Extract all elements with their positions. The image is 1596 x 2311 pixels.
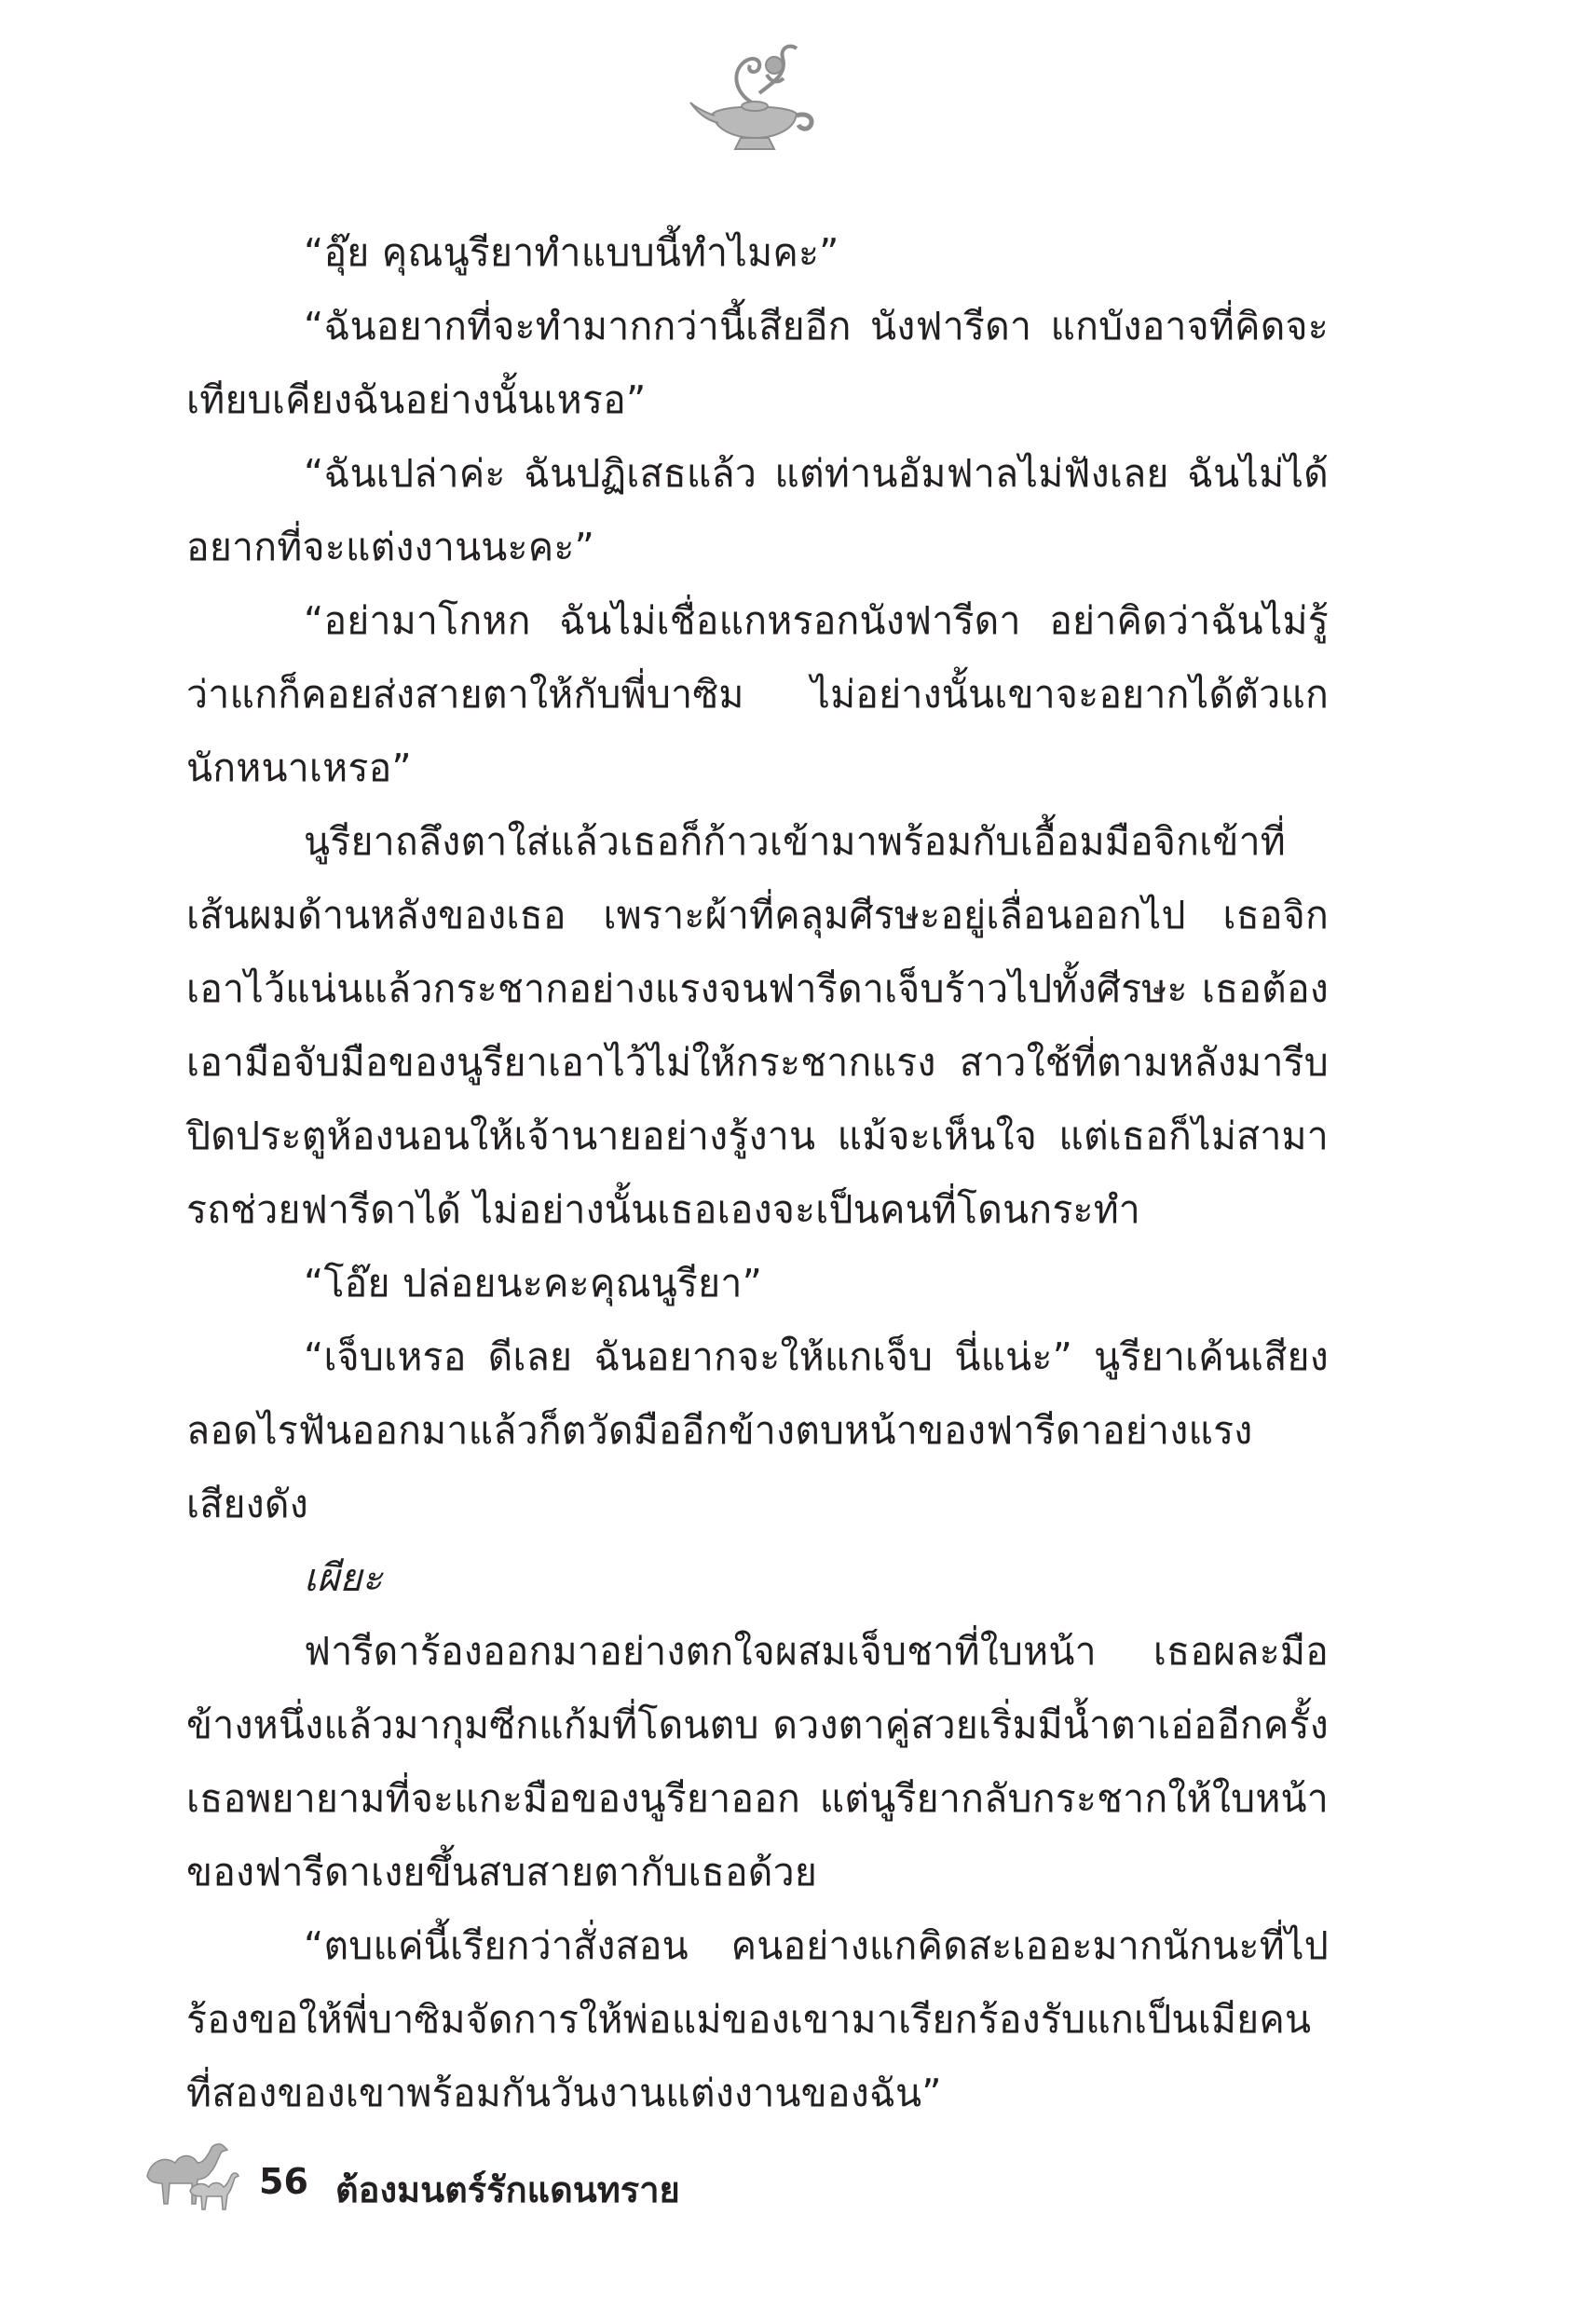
page-body (186, 216, 1329, 2130)
sound-effect: เผียะ (304, 1555, 383, 1600)
paragraph: “อุ๊ย คุณนูรียาทำแบบนี้ทำไมคะ” (304, 230, 839, 275)
page-footer (138, 2129, 976, 2213)
paragraph: “ฉันเปล่าค่ะ ฉันปฏิเสธแล้ว แต่ท่านอัมฟาลไม่ฟังเลย ฉันไม่ได้อยากที่จะแต่งงานนะคะ” (186, 451, 1329, 569)
paragraph: ฟารีดาร้องออกมาอย่างตกใจผสมเจ็บชาที่ใบหน้า เธอผละมือข้างหนึ่งแล้วมากุมซีกแก้มที่โดนตบ ดวงตาคู่สวยเริ่มมีน้ำตาเอ่ออีกครั้ง เธอพยายามที่จะแกะมือของนูรียาออก แต่นูรียากลับกระชากให้ใบหน้าของฟารีดาเงยขึ้นสบสายตากับเธอด้วย (186, 1629, 1329, 1894)
paragraph: “โอ๊ย ปล่อยนะคะคุณนูรียา” (304, 1261, 763, 1306)
paragraph: “ตบแค่นี้เรียกว่าสั่งสอน คนอย่างแกคิดสะเออะมากนักนะที่ไปร้องขอให้พี่บาซิมจัดการให้พ่อแม่ของเขามาเรียกร้องรับแกเป็นเมียคนที่สองของเขาพร้อมกันวันงานแต่งงานของฉัน” (186, 1923, 1329, 2115)
magic-lamp-icon (685, 37, 825, 158)
paragraph: “เจ็บเหรอ ดีเลย ฉันอยากจะให้แกเจ็บ นี่แน่ะ” นูรียาเค้นเสียงลอดไรฟันออกมาแล้วก็ตวัดมืออีกข้างตบหน้าของฟารีดาอย่างแรงเสียงดัง (186, 1334, 1329, 1526)
book-title: ต้องมนตร์รักแดนทราย (335, 2169, 680, 2210)
paragraph: “อย่ามาโกหก ฉันไม่เชื่อแกหรอกนังฟารีดา อย่าคิดว่าฉันไม่รู้ว่าแกก็คอยส่งสายตาให้กับพี่บาซิม ไม่อย่างนั้นเขาจะอยากได้ตัวแกนักหนาเหรอ” (186, 598, 1329, 790)
camel-icon (138, 2129, 240, 2213)
page-number: 56 (259, 2161, 308, 2202)
paragraph: “ฉันอยากที่จะทำมากกว่านี้เสียอีก นังฟารีดา แกบังอาจที่คิดจะเทียบเคียงฉันอย่างนั้นเหรอ” (186, 304, 1329, 422)
paragraph: นูรียาถลึงตาใส่แล้วเธอก็ก้าวเข้ามาพร้อมกับเอื้อมมือจิกเข้าที่เส้นผมด้านหลังของเธอ เพราะผ้าที่คลุมศีรษะอยู่เลื่อนออกไป เธอจิกเอาไว้แน่นแล้วกระชากอย่างแรงจนฟารีดาเจ็บร้าวไปทั้งศีรษะ เธอต้องเอามือจับมือของนูรียาเอาไว้ไม่ให้กระชากแรง สาวใช้ที่ตามหลังมารีบปิดประตูห้องนอนให้เจ้านายอย่างรู้งาน แม้จะเห็นใจ แต่เธอก็ไม่สามารถช่วยฟารีดาได้ ไม่อย่างนั้นเธอเองจะเป็นคนที่โดนกระทำ (186, 819, 1329, 1232)
